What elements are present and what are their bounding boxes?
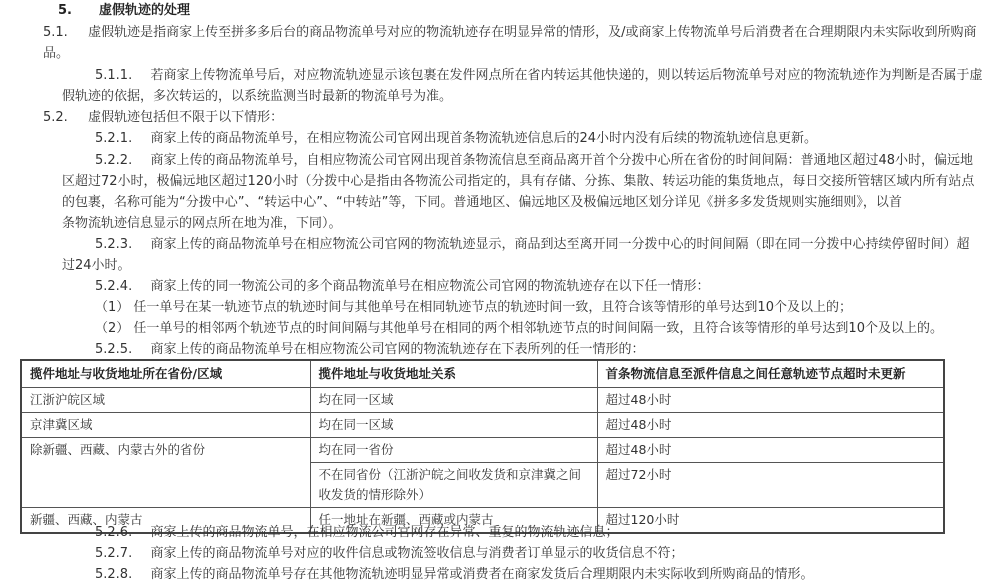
clause-5-2-5: [95, 341, 645, 359]
clause-number: 5.2.4.: [95, 279, 133, 294]
clause-5-2: [43, 109, 283, 127]
table-row: [21, 388, 944, 413]
region-cell: 江浙沪皖区域: [21, 388, 310, 413]
section-number: 5.: [58, 3, 72, 18]
clause-text: 商家上传的商品物流单号，在相应物流公司官网出现首条物流轨迹信息后的24小时内没有后续的物流轨迹信息更新。: [150, 131, 818, 146]
clause-5-1-1-line1: [95, 67, 983, 85]
timeout-rules-table: [20, 359, 945, 534]
clause-number: 5.2.3.: [95, 237, 133, 252]
section-title: 虚假轨迹的处理: [99, 3, 191, 18]
relation-cell: 均在同一区域: [310, 388, 597, 413]
clause-text: 若商家上传物流单号后，对应物流轨迹显示该包裹在发件网点所在省内转运其他快递的，则以转运后物流单号对应的物流轨迹作为判断是否属于虚: [150, 68, 983, 83]
clause-number: 5.2.8.: [95, 567, 133, 582]
clause-number: 5.2.2.: [95, 153, 133, 168]
relation-cell: 均在同一省份: [310, 438, 597, 463]
list-item-text: 任一单号的相邻两个轨迹节点的时间间隔与其他单号在相同的两个相邻轨迹节点的时间间隔一致，且符合该等情形的单号达到10个及以上的。: [133, 321, 943, 336]
region-cell: 新疆、西藏、内蒙古: [21, 508, 310, 534]
region-cell: 除新疆、西藏、内蒙古外的省份: [21, 438, 310, 508]
clause-number: 5.1.1.: [95, 68, 133, 83]
column-header-region: 揽件地址与收货地址所在省份/区域: [21, 360, 310, 388]
clause-5-1-1-line2: 假轨迹的依据，多次转运的，以系统监测当时最新的物流单号为准。: [62, 89, 453, 104]
clause-text: 商家上传的商品物流单号，在相应物流公司官网存在异常、重复的物流轨迹信息；: [150, 525, 619, 540]
clause-5-2-1: [95, 130, 817, 148]
relation-cell: 任一地址在新疆、西藏或内蒙古: [310, 508, 597, 534]
clause-text: 商家上传的同一物流公司的多个商品物流单号在相应物流公司官网的物流轨迹存在以下任一情形：: [150, 279, 710, 294]
clause-number: 5.2.6.: [95, 525, 133, 540]
table-header-row: [21, 360, 944, 388]
clause-5-2-8: [95, 566, 814, 584]
clause-text: 商家上传的商品物流单号在相应物流公司官网的物流轨迹显示，商品到达至离开同一分拨中心的时间间隔（即在同一分拨中心持续停留时间）超: [150, 237, 970, 252]
list-item-1: [95, 299, 852, 317]
clause-text: 虚假轨迹包括但不限于以下情形：: [88, 110, 284, 125]
clause-5-2-7: [95, 545, 684, 563]
timeout-cell: 超过72小时: [597, 463, 944, 508]
clause-number: 5.2.: [43, 110, 68, 125]
list-item-label: （2）: [95, 321, 130, 336]
clause-5-1-line2: 品。: [43, 46, 70, 61]
timeout-cell: 超过48小时: [597, 413, 944, 438]
list-item-label: （1）: [95, 300, 130, 315]
clause-text: 商家上传的商品物流单号存在其他物流轨迹明显异常或消费者在商家发货后合理期限内未实际收到所购商品的情形。: [150, 567, 814, 582]
clause-text: 商家上传的商品物流单号对应的收件信息或物流签收信息与消费者订单显示的收货信息不符；: [150, 546, 684, 561]
timeout-cell: 超过120小时: [597, 508, 944, 534]
clause-5-1-line1: [43, 24, 976, 42]
timeout-cell: 超过48小时: [597, 388, 944, 413]
clause-5-2-3-line2: 过24小时。: [62, 258, 131, 273]
list-item-2: [95, 320, 943, 338]
clause-5-2-2-line3: 的包裹，名称可能为“分拨中心”、“转运中心”、“中转站”等，下同。普通地区、偏远地区及极偏远地区划分详见《拼多多发货规则实施细则》，以首: [62, 195, 902, 210]
column-header-relation: 揽件地址与收货地址关系: [310, 360, 597, 388]
column-header-timeout: 首条物流信息至派件信息之间任意轨迹节点超时未更新: [597, 360, 944, 388]
clause-5-2-2-line1: [95, 152, 973, 170]
relation-cell: 均在同一区域: [310, 413, 597, 438]
clause-text: 虚假轨迹是指商家上传至拼多多后台的商品物流单号对应的物流轨迹存在明显异常的情形，及/或商家上传物流单号后消费者在合理期限内未实际收到所购商: [88, 25, 977, 40]
timeout-cell: 超过48小时: [597, 438, 944, 463]
clause-number: 5.2.1.: [95, 131, 133, 146]
section-heading: [58, 2, 190, 20]
relation-cell: 不在同省份（江浙沪皖之间收发货和京津冀之间收发货的情形除外）: [310, 463, 597, 508]
clause-number: 5.2.7.: [95, 546, 133, 561]
clause-5-2-4: [95, 278, 710, 296]
clause-5-2-3-line1: [95, 236, 970, 254]
clause-5-2-2-line4: 条物流轨迹信息显示的网点所在地为准，下同）。: [62, 216, 342, 231]
clause-5-2-2-line2: 区超过72小时，极偏远地区超过120小时（分拨中心是指由各物流公司指定的，具有存储、分拣、集散、转运功能的集货地点，每日交接所管辖区域内所有站点: [62, 174, 975, 189]
table-row: [21, 413, 944, 438]
region-cell: 京津冀区域: [21, 413, 310, 438]
table-row: [21, 438, 944, 463]
clause-number: 5.1.: [43, 25, 68, 40]
list-item-text: 任一单号在某一轨迹节点的轨迹时间与其他单号在相同轨迹节点的轨迹时间一致，且符合该等情形的单号达到10个及以上的；: [133, 300, 852, 315]
clause-number: 5.2.5.: [95, 342, 133, 357]
clause-text: 商家上传的商品物流单号，自相应物流公司官网出现首条物流信息至商品离开首个分拨中心所在省份的时间间隔：普通地区超过48小时，偏远地: [150, 153, 974, 168]
clause-5-2-6: [95, 524, 619, 542]
clause-text: 商家上传的商品物流单号在相应物流公司官网的物流轨迹存在下表所列的任一情形的：: [150, 342, 645, 357]
